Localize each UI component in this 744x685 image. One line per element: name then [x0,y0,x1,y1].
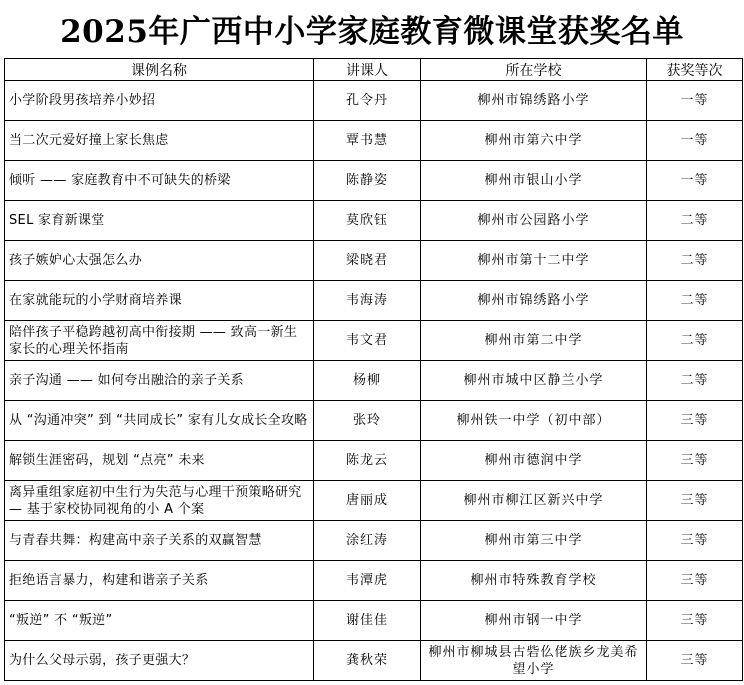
award-cell: 二等 [647,361,743,401]
school-cell: 柳州市第三中学 [421,521,647,561]
header-award: 获奖等次 [647,59,743,81]
school-cell: 柳州市钢一中学 [421,601,647,641]
school-cell: 柳州市第十二中学 [421,241,647,281]
award-cell: 一等 [647,161,743,201]
teacher-cell: 唐丽成 [314,481,421,521]
award-cell: 三等 [647,641,743,681]
award-cell: 二等 [647,321,743,361]
award-cell: 三等 [647,401,743,441]
teacher-cell: 韦潭虎 [314,561,421,601]
table-row [5,241,743,281]
teacher-cell: 张玲 [314,401,421,441]
teacher-cell: 陈龙云 [314,441,421,481]
award-cell: 三等 [647,561,743,601]
teacher-cell: 韦海涛 [314,281,421,321]
award-cell: 三等 [647,441,743,481]
table-row [5,441,743,481]
school-cell: 柳州市锦绣路小学 [421,281,647,321]
table-row [5,641,743,681]
school-cell: 柳州市特殊教育学校 [421,561,647,601]
course-cell: 当二次元爱好撞上家长焦虑 [5,121,314,161]
school-cell: 柳州市柳城县古砦仫佬族乡龙美希望小学 [421,641,647,681]
table-row [5,401,743,441]
course-cell: 与青春共舞：构建高中亲子关系的双赢智慧 [5,521,314,561]
award-cell: 三等 [647,521,743,561]
table-row [5,81,743,121]
table-row [5,561,743,601]
school-cell: 柳州铁一中学（初中部） [421,401,647,441]
award-cell: 二等 [647,241,743,281]
course-cell: 离异重组家庭初中生行为失范与心理干预策略研究 — 基于家校协同视角的小 A 个案 [5,481,314,521]
header-row [5,59,743,81]
teacher-cell: 杨柳 [314,361,421,401]
course-cell: 亲子沟通 —— 如何夸出融洽的亲子关系 [5,361,314,401]
teacher-cell: 梁晓君 [314,241,421,281]
teacher-cell: 谢佳佳 [314,601,421,641]
school-cell: 柳州市第六中学 [421,121,647,161]
table-row [5,201,743,241]
award-cell: 二等 [647,201,743,241]
teacher-cell: 陈静姿 [314,161,421,201]
course-cell: 拒绝语言暴力，构建和谐亲子关系 [5,561,314,601]
award-cell: 一等 [647,81,743,121]
course-cell: “叛逆” 不 “叛逆” [5,601,314,641]
course-cell: 从 “沟通冲突” 到 “共同成长” 家有儿女成长全攻略 [5,401,314,441]
table-row [5,601,743,641]
course-cell: 解锁生涯密码，规划 “点亮” 未来 [5,441,314,481]
course-cell: 孩子嫉妒心太强怎么办 [5,241,314,281]
table-row [5,121,743,161]
school-cell: 柳州市城中区静兰小学 [421,361,647,401]
course-cell: 陪伴孩子平稳跨越初高中衔接期 —— 致高一新生家长的心理关怀指南 [5,321,314,361]
table-row [5,481,743,521]
header-school: 所在学校 [421,59,647,81]
award-cell: 二等 [647,281,743,321]
header-teacher: 讲课人 [314,59,421,81]
school-cell: 柳州市公园路小学 [421,201,647,241]
teacher-cell: 龚秋荣 [314,641,421,681]
school-cell: 柳州市第二中学 [421,321,647,361]
school-cell: 柳州市锦绣路小学 [421,81,647,121]
award-cell: 三等 [647,481,743,521]
table-row [5,161,743,201]
header-course: 课例名称 [5,59,314,81]
award-cell: 一等 [647,121,743,161]
teacher-cell: 韦文君 [314,321,421,361]
award-table [4,58,743,681]
table-row [5,321,743,361]
course-cell: 为什么父母示弱，孩子更强大？ [5,641,314,681]
course-cell: 在家就能玩的小学财商培养课 [5,281,314,321]
course-cell: 倾听 —— 家庭教育中不可缺失的桥梁 [5,161,314,201]
document-title: 2025年广西中小学家庭教育微课堂获奖名单 [60,13,684,50]
table-row [5,281,743,321]
school-cell: 柳州市德润中学 [421,441,647,481]
award-cell: 三等 [647,601,743,641]
table-body [5,81,743,681]
course-cell: SEL 家育新课堂 [5,201,314,241]
teacher-cell: 孔令丹 [314,81,421,121]
teacher-cell: 莫欣钰 [314,201,421,241]
school-cell: 柳州市银山小学 [421,161,647,201]
table-row [5,361,743,401]
table-row [5,521,743,561]
school-cell: 柳州市柳江区新兴中学 [421,481,647,521]
course-cell: 小学阶段男孩培养小妙招 [5,81,314,121]
teacher-cell: 覃书慧 [314,121,421,161]
teacher-cell: 涂红涛 [314,521,421,561]
